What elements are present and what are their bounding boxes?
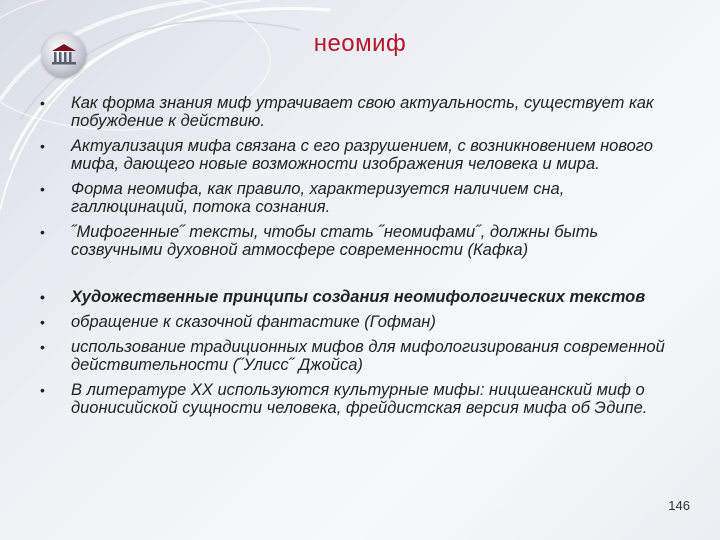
bullet-dot: • [40, 181, 45, 197]
bullet-item [40, 223, 680, 259]
spacer [40, 266, 680, 288]
bullet-text: Как форма знания миф утрачивает свою актуальность, существует как побуждение к действию. [71, 94, 654, 130]
bullet-dot: • [40, 224, 45, 240]
bullet-text: ˝Мифогенные˝ тексты, чтобы стать ˝неомифами˝, должны быть созвучными духовной атмосфере современности (Кафка) [71, 223, 599, 259]
bullet-dot: • [40, 382, 45, 398]
bullet-item [40, 381, 680, 417]
bullet-text: В литературе ХХ используются культурные мифы: ницшеанский миф о дионисийской сущности человека, фрейдистская версия мифа об Эдипе. [71, 381, 648, 417]
bullet-text: Художественные принципы создания неомифологических текстов [71, 288, 646, 306]
bullet-dot: • [40, 289, 45, 305]
slide-content [40, 94, 680, 424]
bullet-item [40, 180, 680, 216]
bullet-item [40, 94, 680, 130]
bullet-item [40, 313, 680, 331]
bullet-item-heading [40, 288, 680, 306]
bullet-text: обращение к сказочной фантастике (Гофман) [71, 313, 436, 331]
bullet-text: использование традиционных мифов для мифологизирования современной действительности (˝Улисс˝ Джойса) [71, 338, 665, 374]
bullet-dot: • [40, 95, 45, 111]
bullet-dot: • [40, 138, 45, 154]
bullet-dot: • [40, 314, 45, 330]
slide-title: неомиф [313, 30, 407, 57]
page-number: 146 [668, 498, 690, 513]
bullet-item [40, 338, 680, 374]
bullet-item [40, 137, 680, 173]
bullet-text: Форма неомифа, как правило, характеризуется наличием сна, галлюцинаций, потока сознания. [71, 180, 565, 216]
bullet-text: Актуализация мифа связана с его разрушением, с возникновением нового мифа, дающего новые возможности изображения человека и мира. [71, 137, 653, 173]
bullet-dot: • [40, 339, 45, 355]
